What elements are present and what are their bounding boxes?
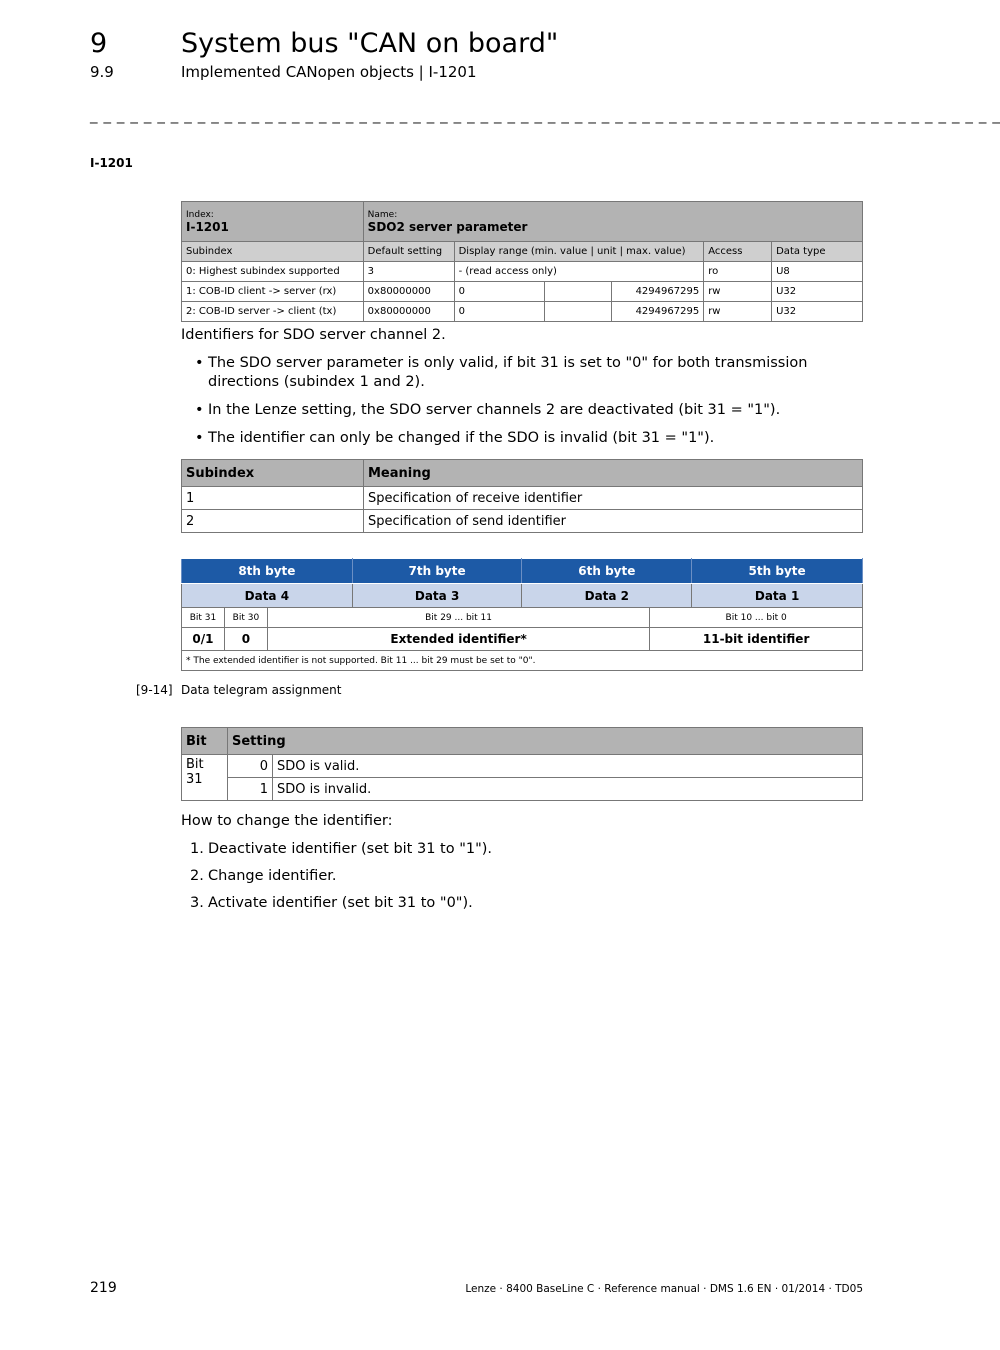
- col-type: Data type: [772, 242, 863, 262]
- cell-min: 0: [454, 302, 545, 322]
- step-number: 2.: [190, 868, 204, 884]
- cell-setting: SDO is invalid.: [273, 778, 863, 801]
- list-item: [190, 867, 492, 886]
- cell-type: U32: [772, 302, 863, 322]
- footer-text: Lenze · 8400 BaseLine C · Reference manual · DMS 1.6 EN · 01/2014 · TD05: [465, 1283, 863, 1295]
- cell-subindex: 0: Highest subindex supported: [182, 262, 364, 282]
- col-access: Access: [704, 242, 772, 262]
- value-bit-31: 0/1: [182, 628, 225, 651]
- cell-access: rw: [704, 302, 772, 322]
- cell-max: 4294967295: [612, 302, 704, 322]
- table-row: [182, 510, 863, 533]
- cell-bit: Bit 31: [182, 755, 228, 801]
- col-setting: Setting: [228, 728, 863, 755]
- step-number: 1.: [190, 841, 204, 857]
- list-item: [190, 840, 492, 859]
- name-cell: [363, 202, 862, 242]
- meaning-table: [181, 459, 863, 533]
- cell-meaning: Specification of send identifier: [364, 510, 863, 533]
- cell-default: 0x80000000: [363, 302, 454, 322]
- figure-number: [9-14]: [136, 683, 173, 697]
- table-row: [182, 262, 863, 282]
- list-item: • The identifier can only be changed if the SDO is invalid (bit 31 = "1").: [195, 429, 855, 448]
- bit-31: Bit 31: [182, 608, 225, 628]
- steps-list: [190, 840, 492, 921]
- step-text: Activate identifier (set bit 31 to "0").: [208, 895, 473, 911]
- section-number: 9.9: [90, 63, 114, 81]
- table-row: [182, 302, 863, 322]
- list-item: [190, 894, 492, 913]
- col-default: Default setting: [363, 242, 454, 262]
- cell-type: U32: [772, 282, 863, 302]
- list-item: • The SDO server parameter is only valid, if bit 31 is set to "0" for both transmission directions (subindex 1 and 2).: [195, 354, 855, 392]
- cell-max: 4294967295: [612, 282, 704, 302]
- cell-value: 0: [228, 755, 273, 778]
- byte-8: 8th byte: [182, 559, 353, 584]
- cell-subindex: 2: [182, 510, 364, 533]
- byte-row: [182, 559, 863, 584]
- index-value: I-1201: [186, 219, 229, 234]
- object-table: [181, 201, 863, 322]
- figure-caption: Data telegram assignment: [181, 683, 342, 697]
- table-row: [182, 755, 863, 778]
- col-subindex: Subindex: [182, 242, 364, 262]
- step-number: 3.: [190, 895, 204, 911]
- cell-min: 0: [454, 282, 545, 302]
- cell-access: ro: [704, 262, 772, 282]
- values-row: [182, 628, 863, 651]
- bit-setting-table: [181, 727, 863, 801]
- note-row: [182, 651, 863, 671]
- cell-meaning: Specification of receive identifier: [364, 487, 863, 510]
- name-value: SDO2 server parameter: [367, 219, 528, 234]
- byte-6: 6th byte: [522, 559, 692, 584]
- chapter-title: System bus "CAN on board": [181, 28, 559, 59]
- chapter-number: 9: [90, 28, 108, 59]
- meaning-header-row: [182, 460, 863, 487]
- col-bit: Bit: [182, 728, 228, 755]
- col-meaning: Meaning: [364, 460, 863, 487]
- table-row: [182, 487, 863, 510]
- table-row: [182, 282, 863, 302]
- cell-type: U8: [772, 262, 863, 282]
- col-subindex: Subindex: [182, 460, 364, 487]
- value-extended: Extended identifier*: [267, 628, 649, 651]
- intro-text: Identifiers for SDO server channel 2.: [181, 327, 446, 343]
- step-text: Deactivate identifier (set bit 31 to "1").: [208, 841, 493, 857]
- cell-default: 0x80000000: [363, 282, 454, 302]
- cell-value: 1: [228, 778, 273, 801]
- bit-10-0: Bit 10 ... bit 0: [650, 608, 863, 628]
- column-header-row: [182, 242, 863, 262]
- table-row: [182, 778, 863, 801]
- byte-5: 5th byte: [692, 559, 863, 584]
- cell-default: 3: [363, 262, 454, 282]
- name-label: Name:: [367, 209, 398, 220]
- cell-range: - (read access only): [454, 262, 704, 282]
- object-header-row: [182, 202, 863, 242]
- list-item: • In the Lenze setting, the SDO server channels 2 are deactivated (bit 31 = "1").: [195, 401, 855, 420]
- index-label: Index:: [186, 209, 214, 220]
- section-title: Implemented CANopen objects | I-1201: [181, 63, 477, 81]
- bit-30: Bit 30: [224, 608, 267, 628]
- header-separator: _ _ _ _ _ _ _ _ _ _ _ _ _ _ _ _ _ _ _ _ _ _ _ _ _ _ _ _ _ _ _ _ _ _ _ _ _ _ _ _ _ _ _ _ _ _ _ _ _ _ _ _ _ _ _ _ _ _ _ _ _ _ _ _ _ _ _ _: [90, 106, 1000, 124]
- cell-access: rw: [704, 282, 772, 302]
- data-4: Data 4: [182, 584, 353, 608]
- byte-7: 7th byte: [352, 559, 522, 584]
- howto-text: How to change the identifier:: [181, 813, 393, 829]
- value-bit-30: 0: [224, 628, 267, 651]
- bullet-list: [195, 354, 855, 457]
- cell-unit: [545, 302, 612, 322]
- cell-subindex: 2: COB-ID server -> client (tx): [182, 302, 364, 322]
- data-3: Data 3: [352, 584, 522, 608]
- telegram-table: [181, 558, 863, 671]
- cell-subindex: 1: [182, 487, 364, 510]
- object-anchor: I-1201: [90, 156, 133, 170]
- bit-29-11: Bit 29 ... bit 11: [267, 608, 649, 628]
- page-number: 219: [90, 1280, 117, 1296]
- cell-unit: [545, 282, 612, 302]
- cell-setting: SDO is valid.: [273, 755, 863, 778]
- step-text: Change identifier.: [208, 868, 337, 884]
- data-1: Data 1: [692, 584, 863, 608]
- bits-row: [182, 608, 863, 628]
- value-11bit: 11-bit identifier: [650, 628, 863, 651]
- data-2: Data 2: [522, 584, 692, 608]
- bit-header-row: [182, 728, 863, 755]
- cell-subindex: 1: COB-ID client -> server (rx): [182, 282, 364, 302]
- data-row: [182, 584, 863, 608]
- index-cell: [182, 202, 364, 242]
- col-range: Display range (min. value | unit | max. value): [454, 242, 704, 262]
- telegram-note: * The extended identifier is not supported. Bit 11 ... bit 29 must be set to "0".: [182, 651, 863, 671]
